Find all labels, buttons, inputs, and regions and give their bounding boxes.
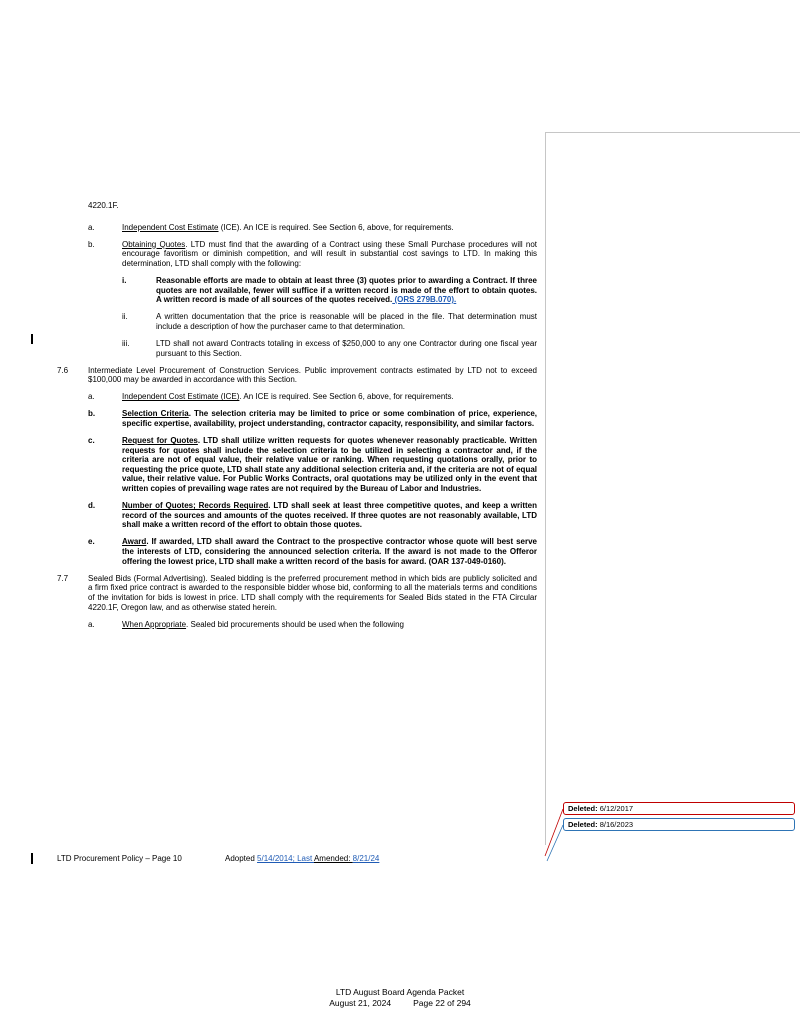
section-text: Intermediate Level Procurement of Construction Services. Public improvement contracts estimated by LTD not to exceed $100,000 may be awarded in accordance with this Section. <box>88 365 537 385</box>
section-number: 7.7 <box>57 573 69 583</box>
item-text: . An ICE is required. See Section 6, above, for requirements. <box>239 392 454 402</box>
item-label: a. <box>88 392 95 402</box>
item-lead: Number of Quotes; Records Required <box>122 501 269 511</box>
item-label: b. <box>88 239 95 249</box>
item-75-b-i <box>57 276 537 305</box>
item-text: . If awarded, LTD shall award the Contract to the prospective contractor whose quote will best serve the interests of LTD, considering the announced selection criteria. If the award is not made to the Offeror offering the lowest price, LTD shall make a written record of the basis for award. (OAR 137-049-0160). <box>122 537 537 566</box>
section-7-6 <box>57 366 537 385</box>
item-text: Reasonable efforts are made to obtain at least three (3) quotes prior to awarding a Contract. If three quotes are not available, fewer will suffice if a written record is made of the effort to obtain quotes. A written record is made of all sources of the quotes received. <box>156 275 537 305</box>
item-label: b. <box>88 409 96 419</box>
footer-doc-title: LTD Procurement Policy – Page 10 <box>57 854 182 863</box>
item-label: i. <box>122 275 127 285</box>
item-text: A written documentation that the price is reasonable will be placed in the file. That determination must include a description of how the purchaser came to that determination. <box>156 312 537 331</box>
para-4220-1f-continuation <box>88 201 537 211</box>
item-lead: Request for Quotes <box>122 436 198 446</box>
item-lead: When Appropriate <box>122 619 187 629</box>
item-label: iii. <box>122 338 130 348</box>
deleted-label: Deleted: <box>568 820 600 829</box>
footer-amended-label: Amended: <box>313 854 353 863</box>
markup-area-boundary-side <box>545 132 546 845</box>
item-lead: Award <box>122 537 147 547</box>
item-text: . LTD shall utilize written requests for quotes whenever reasonably practicable. Written requests for quotes shall include the selection criteria to be utilized in selecting a contractor and, if the criteria are not of equal value, their relative value or ranking. When requesting quotations orally, prior to requesting the price quote, LTD shall state any additional selection criteria and, if the criteria are not of equal value, their relative value. For Public Works Contracts, oral quotations may be utilized only in the event that written copies of prevailing wage rates are not required by the Bureau of Labor and Industries. <box>122 436 537 494</box>
document-body <box>57 201 537 637</box>
section-text: Sealed Bids (Formal Advertising). Sealed bidding is the preferred procurement method in which bids are publicly solicited and a firm fixed price contract is awarded to the responsible bidder whose bid, conforming to all the materials terms and conditions of the invitation for bids is lowest in price. LTD shall comply with the requirements for Sealed Bids stated in the FTA Circular 4220.1F, Oregon law, and as otherwise stated herein. <box>88 573 537 612</box>
agenda-packet-footer <box>0 987 800 1009</box>
item-text: LTD shall not award Contracts totaling in excess of $250,000 to any one Contractor during one fiscal year pursuant to this Section. <box>156 338 537 358</box>
deleted-value: 8/16/2023 <box>599 820 634 829</box>
continuation-text: 4220.1F. <box>88 201 119 210</box>
tracked-insertion-adopted-date: 5/14/2014; Last <box>257 854 314 863</box>
change-bar <box>31 334 33 344</box>
item-label: d. <box>88 501 96 511</box>
deleted-label: Deleted: <box>568 804 600 813</box>
packet-footer-line2 <box>0 998 800 1009</box>
item-label: ii. <box>122 312 128 322</box>
markup-area-boundary-top <box>545 132 800 133</box>
item-text: . The selection criteria may be limited to price or some combination of price, experience, specific expertise, availability, project understanding, contractor capacity, responsibility, and similar factors. <box>122 409 537 428</box>
footer-adopted-prefix: Adopted <box>225 854 258 863</box>
item-label: e. <box>88 537 95 547</box>
tracked-insertion-amended-date: 8/21/24 <box>352 854 380 863</box>
item-76-b <box>57 409 537 428</box>
deleted-balloon-1 <box>563 802 795 815</box>
item-lead: Obtaining Quotes <box>122 239 186 249</box>
section-7-7 <box>57 574 537 612</box>
deleted-value: 6/12/2017 <box>599 804 634 813</box>
footer-adopted-amended <box>225 854 379 864</box>
item-75-a <box>57 223 537 233</box>
item-75-b-ii <box>57 312 537 331</box>
packet-footer-page-number: Page 22 of 294 <box>413 998 471 1008</box>
item-text: . LTD shall seek at least three competitive quotes, and keep a written record of the sources and amounts of the quotes received. If three quotes are not reasonably available, LTD shall make a written record of the effort to obtain those quotes. <box>122 501 537 530</box>
item-76-d <box>57 501 537 530</box>
change-bar <box>31 853 33 864</box>
item-lead: Independent Cost Estimate <box>122 222 219 232</box>
item-text: (ICE). An ICE is required. See Section 6, above, for requirements. <box>218 222 454 232</box>
packet-footer-date: August 21, 2024 <box>329 998 392 1008</box>
section-number: 7.6 <box>57 365 69 375</box>
item-label: c. <box>88 436 95 446</box>
item-label: a. <box>88 222 95 232</box>
item-76-e <box>57 537 537 566</box>
item-75-b <box>57 240 537 269</box>
item-lead: Selection Criteria <box>122 409 189 419</box>
tracked-insertion-ors: (ORS 279B.070). <box>392 295 457 305</box>
item-label: a. <box>88 619 95 629</box>
item-lead: Independent Cost Estimate (ICE) <box>122 392 240 402</box>
item-76-c <box>57 436 537 494</box>
item-text: . LTD must find that the awarding of a Contract using these Small Purchase procedures will not encourage favoritism or diminish competition, and will result in substantial cost savings to LTD. In making this determination, LTD shall comply with the following: <box>122 239 538 268</box>
item-text: . Sealed bid procurements should be used when the following <box>186 619 404 629</box>
item-76-a <box>57 392 537 402</box>
deleted-balloon-2 <box>563 818 795 831</box>
item-75-b-iii <box>57 339 537 358</box>
packet-footer-line1: LTD August Board Agenda Packet <box>335 987 465 997</box>
document-footer <box>57 854 537 864</box>
item-77-a <box>57 620 537 630</box>
